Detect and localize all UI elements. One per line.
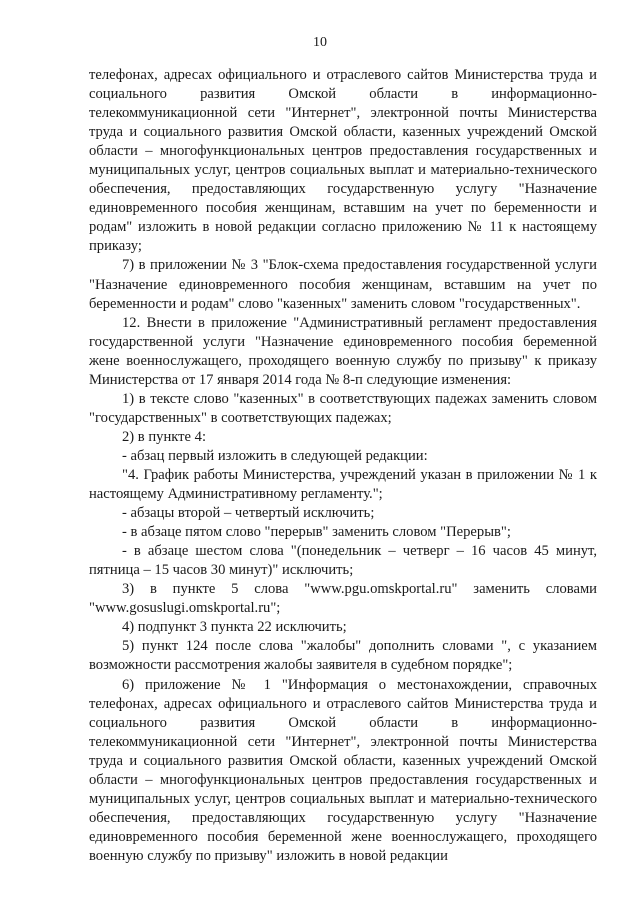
paragraph-quote-4: "4. График работы Министерства, учреждений указан в приложении № 1 к настоящему Административному регламенту."; — [89, 466, 597, 503]
paragraph-item-5: 5) пункт 124 после слова "жалобы" дополнить словами ", с указанием возможности рассмотрения жалобы заявителя в судебном порядке"; — [89, 638, 597, 674]
paragraph-item-2: 2) в пункте 4: — [122, 428, 207, 445]
paragraph-item-4: 4) подпункт 3 пункта 22 исключить; — [122, 619, 347, 636]
paragraph-section-12: 12. Внести в приложение "Административный регламент предоставления государственной услуги "Назначение единовременного пособия беременной жене военнослужащего, проходящего военную службу по призыву" к приказу Министерства от 17 января 2014 года № 8-п следующие изменения: — [89, 314, 597, 388]
page-number: 10 — [313, 35, 327, 50]
paragraph-item-6: 6) приложение № 1 "Информация о местонахождении, справочных телефонах, адресах официального и отраслевого сайтов Министерства труда и социального развития Омской области в информационно-телекоммуникационной сети "Интернет", электронной почты Министерства труда и социального развития Омской области, казенных учреждений Омской области – многофункциональных центров предоставления государственных и муниципальных услуг, центров социальных выплат и материально-технического обеспечения, предоставляющих государственную услугу "Назначение единовременного пособия беременной жене военнослужащего, проходящего военную службу по призыву" изложить в новой редакции — [89, 676, 597, 864]
paragraph-item-7: 7) в приложении № 3 "Блок-схема предоставления государственной услуги "Назначение единовременного пособия женщинам, вставшим на учет по беременности и родам" слово "казенных" заменить словом "государственных". — [89, 257, 597, 312]
paragraph-continuation: телефонах, адресах официального и отраслевого сайтов Министерства труда и социального развития Омской области в информационно-телекоммуникационной сети "Интернет", электронной почты Министерства труда и социального развития Омской области, казенных учреждений Омской области – многофункциональных центров предоставления государственных и муниципальных услуг, центров социальных выплат и материально-технического обеспечения, предоставляющих государственную услугу "Назначение единовременного пособия женщинам, вставшим на учет по беременности и родам" изложить в новой редакции согласно приложению № 11 к настоящему приказу; — [89, 67, 597, 255]
document-body — [89, 66, 597, 866]
paragraph-dash-3: - в абзаце пятом слово "перерыв" заменить словом "Перерыв"; — [122, 524, 511, 541]
paragraph-dash-1: - абзац первый изложить в следующей редакции: — [122, 447, 428, 464]
paragraph-dash-2: - абзацы второй – четвертый исключить; — [122, 505, 375, 522]
paragraph-dash-4: - в абзаце шестом слова "(понедельник – четверг – 16 часов 45 минут, пятница – 15 часов 30 минут)" исключить; — [89, 543, 597, 579]
paragraph-item-3: 3) в пункте 5 слова "www.pgu.omskportal.ru" заменить словами "www.gosuslugi.omskportal.ru"; — [89, 581, 597, 617]
paragraph-item-1: 1) в тексте слово "казенных" в соответствующих падежах заменить словом "государственных" в соответствующих падежах; — [89, 390, 597, 426]
